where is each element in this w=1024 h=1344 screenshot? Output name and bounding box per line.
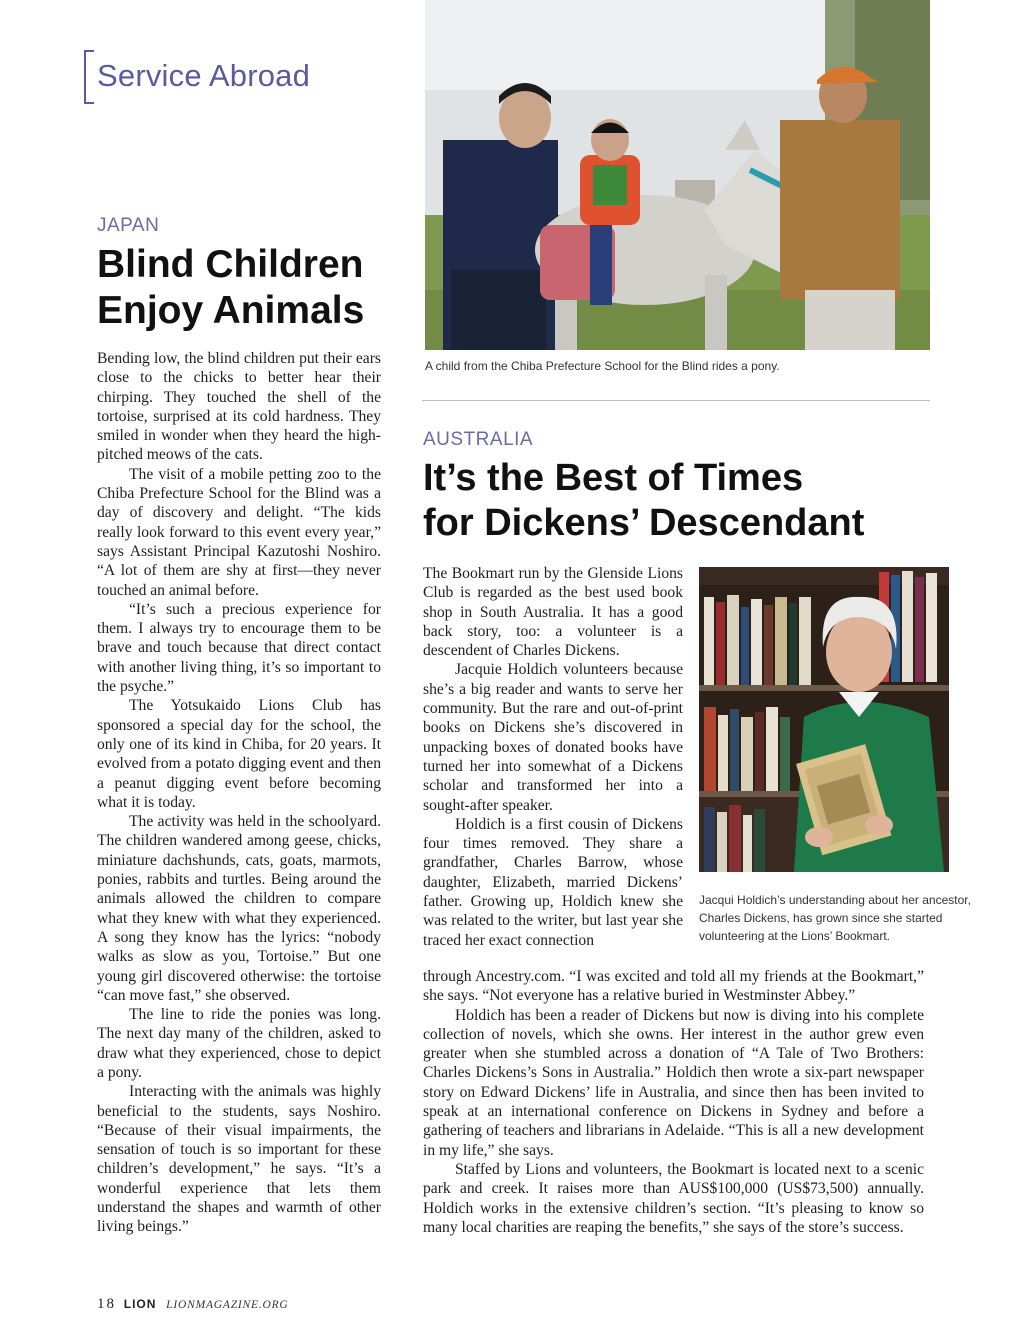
section-title: Service Abroad: [97, 58, 311, 93]
japan-headline-line-2: Enjoy Animals: [97, 289, 365, 333]
japan-headline: [97, 242, 364, 334]
japan-paragraph: “It’s such a precious experience for them. I always try to encourage them to be brave and touch because that direct contact with another living thing, it’s so important to the psyche.”: [97, 600, 381, 696]
australia-body-narrow: [423, 564, 683, 950]
australia-body-wide: [423, 967, 924, 1237]
holdich-caption-line: Jacqui Holdich’s understanding about her ancestor,: [699, 893, 971, 907]
australia-paragraph: Holdich has been a reader of Dickens but now is diving into his complete collection of novels, which she owns. Her interest in the author grew even greater when she stumbled across a donation of “A Tale of Two Brothers: Charles Dickens’s Sons in Australia.” Holdich then wrote a six-part newspaper story on Edward Dickens’ life in Australia, and since then has been invited to speak at an international conference on Dickens in Sydney and before a gathering of teachers and librarians in Adelaide. “This is all a new development in my life,” she says.: [423, 1006, 924, 1159]
japan-paragraph: Interacting with the animals was highly beneficial to the students, says Noshiro. “Because of their visual impairments, the sensation of touch is so important for these children’s development,” he says. “It’s a wonderful experience that lets them understand the shapes and warmth of other living beings.”: [97, 1083, 381, 1236]
japan-paragraph: The line to ride the ponies was long. The next day many of the children, asked to draw what they experienced, chose to depict a pony.: [97, 1006, 381, 1081]
magazine-brand: LION: [123, 1297, 157, 1311]
section-bracket: [84, 50, 94, 104]
australia-kicker: AUSTRALIA: [423, 429, 534, 450]
holdich-photo: [699, 567, 949, 872]
pony-ride-illustration: [425, 0, 930, 350]
australia-headline-line-2: for Dickens’ Descendant: [423, 501, 865, 544]
holdich-illustration: [699, 567, 949, 872]
pony-photo-caption: A child from the Chiba Prefecture School for the Blind rides a pony.: [425, 359, 780, 373]
australia-paragraph: through Ancestry.com. “I was excited and told all my friends at the Bookmart,” she says. “Not everyone has a relative buried in Westminster Abbey.”: [423, 968, 924, 1005]
page-number: 18: [97, 1296, 116, 1312]
japan-paragraph: The activity was held in the schoolyard. The children wandered among geese, chicks, miniature dachshunds, cats, goats, marmots, ponies, rabbits and turtles. Being around the animals allowed the children to compare what they knew with what they experienced. A song they know has the lyrics: “nobody walks as slow as you, Tortoise.” But one young girl discovered otherwise: the tortoise “can move fast,” she observed.: [97, 813, 381, 1004]
japan-paragraph: The visit of a mobile petting zoo to the Chiba Prefecture School for the Blind was a day of discovery and delight. “The kids really look forward to this event every year,” says Assistant Principal Kazutoshi Noshiro. “A lot of them are shy at first—they never touched an animal before.: [97, 465, 381, 599]
holdich-caption-line: volunteering at the Lions’ Bookmart.: [699, 929, 890, 943]
australia-headline-line-1: It’s the Best of Times: [423, 457, 804, 499]
australia-paragraph: Staffed by Lions and volunteers, the Bookmart is located next to a scenic park and creek. It raises more than AUS$100,000 (US$73,500) annually. Holdich works in the extensive children’s section. “It’s pleasing to know so many local charities are reaping the benefits,” she says of the store’s success.: [423, 1160, 924, 1236]
magazine-website: LIONMAGAZINE.ORG: [166, 1299, 289, 1311]
australia-paragraph: Holdich is a first cousin of Dickens four times removed. They share a grandfather, Charles Barrow, whose daughter, Elizabeth, married Dickens’ father. Growing up, Holdich knew she was related to the writer, but last year she traced her exact connection: [423, 815, 683, 949]
section-divider: [422, 400, 930, 401]
holdich-caption-line: Charles Dickens, has grown since she started: [699, 911, 943, 925]
japan-paragraph: The Yotsukaido Lions Club has sponsored a special day for the school, the only one of its kind in Chiba, for 20 years. It evolved from a potato digging event and then a peanut digging event before becoming what it is today.: [97, 697, 381, 811]
japan-headline-line-1: Blind Children: [97, 243, 364, 286]
pony-ride-photo: [425, 0, 930, 350]
japan-body: [97, 349, 381, 1237]
japan-paragraph: Bending low, the blind children put their ears close to the chicks to better hear their chirping. They touched the shell of the tortoise, surprised at its cold hardness. They smiled in wonder when they heard the high-pitched meows of the cats.: [97, 350, 381, 464]
japan-kicker: JAPAN: [97, 215, 160, 236]
holdich-photo-caption: [699, 891, 971, 945]
australia-paragraph: The Bookmart run by the Glenside Lions Club is regarded as the best used book shop in South Australia. It has a good back story, too: a volunteer is a descendent of Charles Dickens.: [423, 565, 683, 660]
australia-paragraph: Jacquie Holdich volunteers because she’s a big reader and wants to serve her community. But the rare and out-of-print books on Dickens she’s discovered in unpacking boxes of donated books have turned her into somewhat of a Dickens scholar and transformed her into a sought-after speaker.: [423, 661, 683, 814]
australia-headline: [423, 456, 864, 546]
page-folio: [97, 1296, 289, 1313]
